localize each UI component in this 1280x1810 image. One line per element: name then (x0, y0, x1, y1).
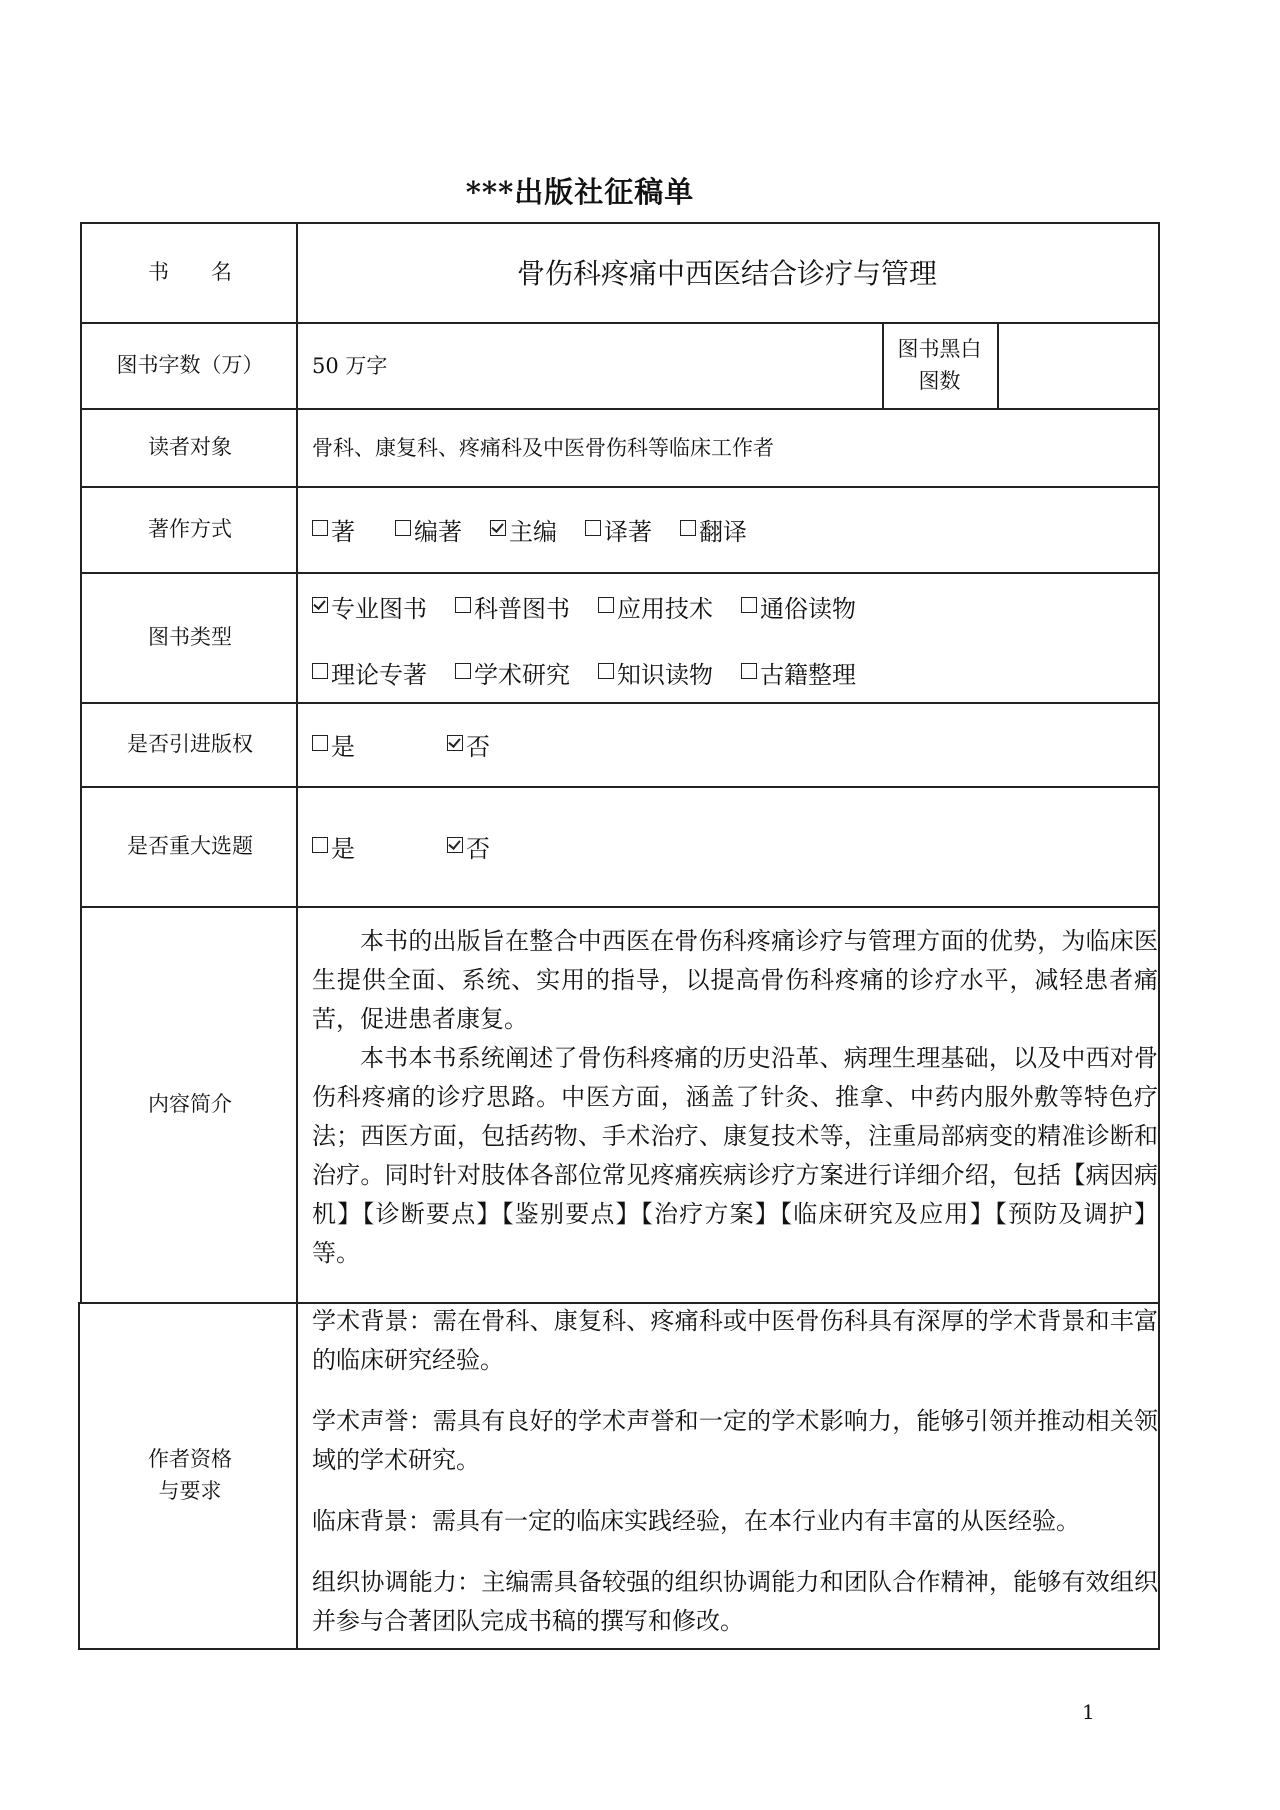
bw-figure-count-value (1000, 322, 1156, 408)
authorship-label: 著作方式 (148, 517, 232, 541)
requirement-item: 组织协调能力：主编需具备较强的组织协调能力和团队合作精神，能够有效组织并参与合著团队完成书稿的撰写和修改。 (312, 1568, 1158, 1635)
import-copyright-yes[interactable]: 是 (312, 727, 355, 762)
book-type-option-ancient[interactable]: 古籍整理 (741, 655, 856, 690)
book-type-options-row1 (312, 586, 884, 626)
major-topic-no[interactable]: 否 (447, 829, 490, 864)
book-type-options-row2 (312, 652, 884, 692)
authorship-options (312, 486, 775, 572)
checkbox-icon[interactable] (312, 735, 328, 751)
summary-paragraph-2: 本书本书系统阐述了骨伤科疼痛的历史沿革、病理生理基础，以及中西对骨伤科疼痛的诊疗思路。中医方面，涵盖了针灸、推拿、中药内服外敷等特色疗法；西医方面，包括药物、手术治疗、康复技术等，注重局部病变的精准诊断和治疗。同时针对肢体各部位常见疼痛疾病诊疗方案进行详细介绍，包括【病因病机】【诊断要点】【鉴别要点】【治疗方案】【临床研究及应用】【预防及调护】等。 (312, 1044, 1158, 1267)
major-topic-label: 是否重大选题 (127, 834, 253, 858)
import-copyright-options (312, 702, 518, 786)
checkbox-checked-icon[interactable] (447, 735, 463, 751)
readers-label: 读者对象 (148, 435, 232, 459)
word-count-label: 图书字数（万） (116, 353, 264, 377)
readers-value: 骨科、康复科、疼痛科及中医骨伤科等临床工作者 (312, 436, 774, 460)
requirement-item: 临床背景：需具有一定的临床实践经验，在本行业内有丰富的从医经验。 (312, 1507, 1080, 1535)
book-type-option-applied-tech[interactable]: 应用技术 (598, 589, 713, 624)
authorship-option-zhubian[interactable]: 主编 (490, 512, 557, 547)
checkbox-icon[interactable] (312, 837, 328, 853)
page-number: 1 (1082, 1700, 1095, 1724)
book-type-option-popular-reading[interactable]: 通俗读物 (741, 589, 856, 624)
checkbox-checked-icon[interactable] (447, 837, 463, 853)
major-topic-options (312, 786, 518, 906)
authorship-option-zhu[interactable]: 著 (312, 512, 355, 547)
bw-figure-count-label: 图书黑白 图数 (897, 337, 982, 393)
book-type-option-academic[interactable]: 学术研究 (455, 655, 570, 690)
page-title: ***出版社征稿单 (465, 175, 695, 209)
book-name-label: 书 名 (148, 260, 232, 284)
requirements-list (312, 1302, 1158, 1641)
requirements-label: 作者资格 与要求 (148, 1447, 232, 1503)
book-type-option-professional[interactable]: 专业图书 (312, 589, 427, 624)
checkbox-icon[interactable] (455, 597, 471, 613)
authorship-option-fanyi[interactable]: 翻译 (680, 512, 747, 547)
checkbox-icon[interactable] (585, 520, 601, 536)
authorship-option-yizhu[interactable]: 译著 (585, 512, 652, 547)
checkbox-icon[interactable] (741, 597, 757, 613)
book-type-label: 图书类型 (148, 625, 232, 649)
word-count-value: 50 万字 (312, 354, 388, 378)
checkbox-icon[interactable] (741, 663, 757, 679)
checkbox-icon[interactable] (312, 663, 328, 679)
checkbox-icon[interactable] (455, 663, 471, 679)
authorship-option-bianzhu[interactable]: 编著 (395, 512, 462, 547)
checkbox-icon[interactable] (312, 520, 328, 536)
book-type-option-knowledge[interactable]: 知识读物 (598, 655, 713, 690)
summary-paragraph-1: 本书的出版旨在整合中西医在骨伤科疼痛诊疗与管理方面的优势，为临床医生提供全面、系统、实用的指导，以提高骨伤科疼痛的诊疗水平，减轻患者痛苦，促进患者康复。 (312, 927, 1158, 1033)
requirement-item: 学术声誉：需具有良好的学术声誉和一定的学术影响力，能够引领并推动相关领域的学术研究。 (312, 1407, 1158, 1474)
checkbox-icon[interactable] (680, 520, 696, 536)
checkbox-checked-icon[interactable] (312, 597, 328, 613)
summary-label: 内容简介 (148, 1092, 232, 1116)
book-type-option-popular-science[interactable]: 科普图书 (455, 589, 570, 624)
checkbox-icon[interactable] (395, 520, 411, 536)
checkbox-icon[interactable] (598, 663, 614, 679)
major-topic-yes[interactable]: 是 (312, 829, 355, 864)
checkbox-icon[interactable] (598, 597, 614, 613)
book-name-value: 骨伤科疼痛中西医结合诊疗与管理 (516, 257, 937, 290)
book-type-option-theory[interactable]: 理论专著 (312, 655, 427, 690)
requirement-item: 学术背景：需在骨科、康复科、疼痛科或中医骨伤科具有深厚的学术背景和丰富的临床研究经验。 (312, 1307, 1158, 1374)
checkbox-checked-icon[interactable] (490, 520, 506, 536)
import-copyright-label: 是否引进版权 (127, 732, 253, 756)
import-copyright-no[interactable]: 否 (447, 727, 490, 762)
